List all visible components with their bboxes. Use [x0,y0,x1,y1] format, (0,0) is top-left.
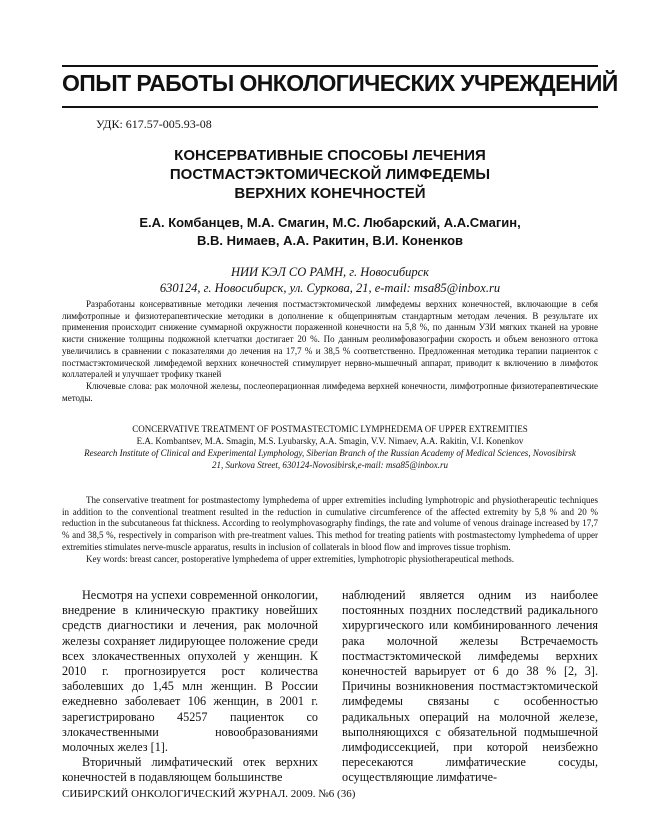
abstract-en [62,495,598,565]
article-title-line: КОНСЕРВАТИВНЫЕ СПОСОБЫ ЛЕЧЕНИЯ [174,147,486,164]
authors [62,214,598,250]
english-authors: E.A. Kombantsev, M.A. Smagin, M.S. Lyubarsky, A.A. Smagin, V.V. Nimaev, A.A. Rakitin, V.I. Konenkov [136,435,524,446]
article-title-line: ВЕРХНИХ КОНЕЧНОСТЕЙ [234,185,426,202]
english-institute: Research Institute of Clinical and Experimental Lymphology, Siberian Branch of the Russian Academy of Medical Sciences, Novosibirsk [84,447,576,458]
body-paragraph: Несмотря на успехи современной онкологии, внедрение в клиническую практику новейших средств диагностики и лечения, рак молочной железы сохраняет лидирующее положение среди всех злокачественных опухолей у женщин. К 2010 г. прогнозируется рост количества заболевших до 1,45 млн женщин. В России ежедневно заболевает 106 женщин, в 2001 г. зарегистрировано 45257 пациенток со злокачественными новообразованиями молочных желез [1]. [62,588,318,755]
authors-line: Е.А. Комбанцев, М.А. Смагин, М.С. Любарский, А.А.Смагин, [139,215,521,230]
udk-code: УДК: 617.57-005.93-08 [96,117,212,131]
authors-line: В.В. Нимаев, А.А. Ракитин, В.И. Коненков [196,233,464,248]
english-address: 21, Surkova Street, 630124-Novosibirsk,e-mail: msa85@inbox.ru [212,459,448,470]
affiliation-line: 630124, г. Новосибирск, ул. Суркова, 21, e-mail: msa85@inbox.ru [159,281,501,295]
section-title: ОПЫТ РАБОТЫ ОНКОЛОГИЧЕСКИХ УЧРЕЖДЕНИЙ [62,70,618,96]
english-header [62,424,598,472]
affiliation-line: НИИ КЭЛ СО РАМН, г. Новосибирск [230,265,430,279]
header-rule-bottom [62,106,598,108]
keywords-ru: Ключевые слова: рак молочной железы, послеоперационная лимфедема верхней конечности, лимфотропные физиотерапевтические методы. [62,380,598,403]
header-rule-top [62,65,598,67]
abstract-ru [62,299,598,404]
keywords-en: Key words: breast cancer, postoperative lymphedema of upper extremities, lymphotropic physiotherapeutical methods. [86,553,515,564]
body-paragraph: наблюдений является одним из наиболее постоянных поздних последствий радикального хирургического или комбинированного лечения рака молочной железы Встречаемость постмастэктомической лимфедемы верхних конечностей варьирует от 6 до 38 % [2, 3]. Причины возникновения постмастэктомической лимфедемы связаны с особенностью радикальных операций на молочной железе, выполняющихся с обязательной подмышечной лимфодиссекцией, при которой неизбежно пересекаются лимфатические сосуды, осуществляющие лимфатиче- [342,588,598,785]
body-paragraph: Вторичный лимфатический отек верхних конечностей в подавляющем большинстве [62,755,318,785]
english-title: CONCERVATIVE TREATMENT OF POSTMASTECTOMIC LYMPHEDEMA OF UPPER EXTREMITIES [132,424,528,434]
body-column-right [342,588,598,786]
abstract-en-text: The conservative treatment for postmastectomy lymphedema of upper extremities including lymphotropic and physiotherapeutic techniques in addition to the conventional treatment resulted in the reduction in cumulative circumference of the affected extremity by 5,8 % and 20 % reduction in the subcutaneous fat thickness. According to reolymphovasography findings, the rate and volume of venous drainage increased by 17,7 % and 38,5 %, respectively in comparison with pre-treatment values. This method for treating patients with postmastectomy lymphedema of upper extremities stimulates nerve-muscle apparatus, results in inclusion of collaterals in blood flow and improves tissue trophism. [62,495,598,552]
affiliation [62,264,598,296]
article-title-line: ПОСТМАСТЭКТОМИЧЕСКОЙ ЛИМФЕДЕМЫ [169,166,491,183]
body-column-left [62,588,318,786]
journal-footer: СИБИРСКИЙ ОНКОЛОГИЧЕСКИЙ ЖУРНАЛ. 2009. №6 (36) [62,788,356,800]
article-title [62,146,598,203]
abstract-ru-text: Разработаны консервативные методики лечения постмастэктомической лимфедемы верхних конечностей, включающие в себя лимфотропные и физиотерапевтические методики в дополнение к общепринятым стандартным методам лечения. В результате их применения происходит снижение суммарной окружности пораженной конечности на 5,8 %, по данным УЗИ мягких тканей на уровне кисти снижение толщины подкожной клетчатки достигает 20 %. По данным реолимфовазографии скорость и объем венозного оттока увеличились в сравнении с показателями до лечения на 17,7 % и 38,5 % соответственно. Предложенная методика терапии пациенток с постмастэктомической лимфедемой верхних конечностей стимулирует нервно-мышечный аппарат, приводит к включению в лимфоток коллатералей и улучшает трофику тканей [62,299,598,380]
